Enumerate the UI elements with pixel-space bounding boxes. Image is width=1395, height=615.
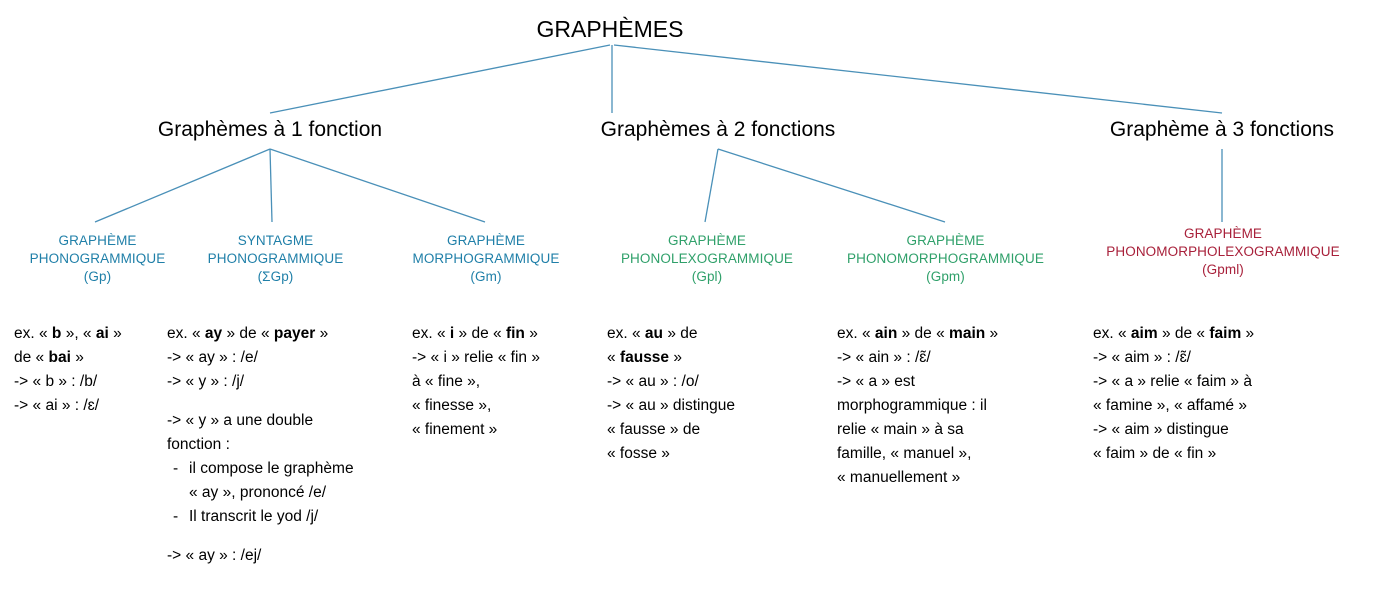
example-line: « finesse », [412, 397, 492, 415]
leaf-grapheme-phonolexogrammique [612, 232, 802, 287]
example-line: ex. « ain » de « main » [837, 325, 999, 342]
example-line: -> « au » distingue [607, 397, 735, 415]
example-line: de « bai » [14, 349, 84, 367]
node-grapheme-3-fonctions [1072, 118, 1372, 142]
leaf-line-1: GRAPHÈME [906, 233, 985, 248]
leaf-line-1: GRAPHÈME [667, 233, 747, 248]
example-line: « manuellement » [837, 469, 961, 487]
node-graphemes-2-fonctions [568, 118, 868, 142]
example-line: ex. « au » de [607, 325, 698, 342]
example-line: -> « y » a une double [167, 412, 314, 430]
example-line: relie « main » à sa [837, 421, 964, 439]
leaf-line-3: (Gpml) [1202, 262, 1244, 278]
example-spacer [167, 529, 407, 544]
root-node-graphemes [510, 16, 710, 43]
leaf-line-3: (ΣGp) [257, 269, 294, 285]
example-gpl [607, 322, 787, 466]
leaf-line-2: PHONOGRAMMIQUE [207, 251, 344, 267]
leaf-grapheme-phonomorpholexogrammique [1088, 225, 1358, 280]
leaf-line-3: (Gm) [470, 269, 502, 285]
root-label: GRAPHÈMES [536, 16, 684, 42]
example-line: -> « ai » : /ɛ/ [14, 397, 100, 415]
example-spacer [167, 394, 407, 409]
example-line: -> « aim » distingue [1093, 421, 1229, 439]
example-line: -> « b » : /b/ [14, 373, 98, 391]
example-line: ex. « aim » de « faim » [1093, 325, 1255, 342]
example-line: « famine », « affamé » [1093, 397, 1247, 415]
example-line: -> « i » relie « fin » [412, 349, 540, 367]
example-line: « finement » [412, 421, 498, 439]
leaf-line-3: (Gp) [83, 269, 112, 285]
leaf-grapheme-phonomorphogrammique [833, 232, 1058, 287]
example-gpm [837, 322, 1052, 490]
leaf-line-2: PHONOGRAMMIQUE [29, 251, 166, 267]
example-bullet: - il compose le graphème [173, 460, 354, 478]
leaf-line-1: SYNTAGME [237, 233, 314, 248]
leaf-line-1: GRAPHÈME [58, 233, 137, 248]
leaf-grapheme-phonogrammique [10, 232, 185, 287]
example-line: « ay », prononcé /e/ [189, 484, 327, 502]
example-bullet: - Il transcrit le yod /j/ [173, 508, 319, 526]
node-label: Graphème à 3 fonctions [1109, 118, 1335, 141]
node-graphemes-1-fonction [120, 118, 420, 142]
example-line: ex. « ay » de « payer » [167, 325, 329, 342]
example-gpml [1093, 322, 1323, 466]
example-line: « fosse » [607, 445, 670, 463]
example-line: ex. « i » de « fin » [412, 325, 538, 342]
node-label: Graphèmes à 2 fonctions [600, 118, 836, 141]
leaf-syntagme-phonogrammique [188, 232, 363, 287]
leaf-line-1: GRAPHÈME [446, 233, 526, 248]
example-line: -> « ay » : /ej/ [167, 547, 262, 565]
example-line: -> « ain » : /ɛ̃/ [837, 349, 931, 367]
example-line: famille, « manuel », [837, 445, 972, 463]
leaf-line-2: PHONOMORPHOGRAMMIQUE [846, 251, 1044, 267]
example-line: -> « aim » : /ɛ̃/ [1093, 349, 1191, 367]
leaf-line-3: (Gpm) [926, 269, 965, 285]
leaf-line-2: PHONOMORPHOLEXOGRAMMIQUE [1106, 244, 1340, 260]
example-line: à « fine », [412, 373, 481, 391]
example-line: « faim » de « fin » [1093, 445, 1217, 463]
example-line: -> « ay » : /e/ [167, 349, 258, 367]
leaf-line-2: PHONOLEXOGRAMMIQUE [620, 251, 794, 267]
example-line: -> « a » est [837, 373, 915, 391]
example-line: morphogrammique : il [837, 397, 987, 415]
example-line: -> « a » relie « faim » à [1093, 373, 1252, 391]
example-line: « fausse » [607, 349, 682, 367]
leaf-grapheme-morphogrammique [395, 232, 577, 287]
leaf-line-2: MORPHOGRAMMIQUE [412, 251, 560, 267]
leaf-line-3: (Gpl) [691, 269, 723, 285]
example-gm [412, 322, 592, 442]
node-label: Graphèmes à 1 fonction [157, 118, 383, 141]
example-sgp [167, 322, 407, 568]
leaf-line-1: GRAPHÈME [1183, 226, 1263, 241]
example-gp [14, 322, 164, 418]
example-line: -> « y » : /j/ [167, 373, 245, 391]
example-line: ex. « b », « ai » [14, 325, 122, 342]
example-line: fonction : [167, 436, 230, 454]
example-line: -> « au » : /o/ [607, 373, 699, 391]
example-line: « fausse » de [607, 421, 701, 439]
